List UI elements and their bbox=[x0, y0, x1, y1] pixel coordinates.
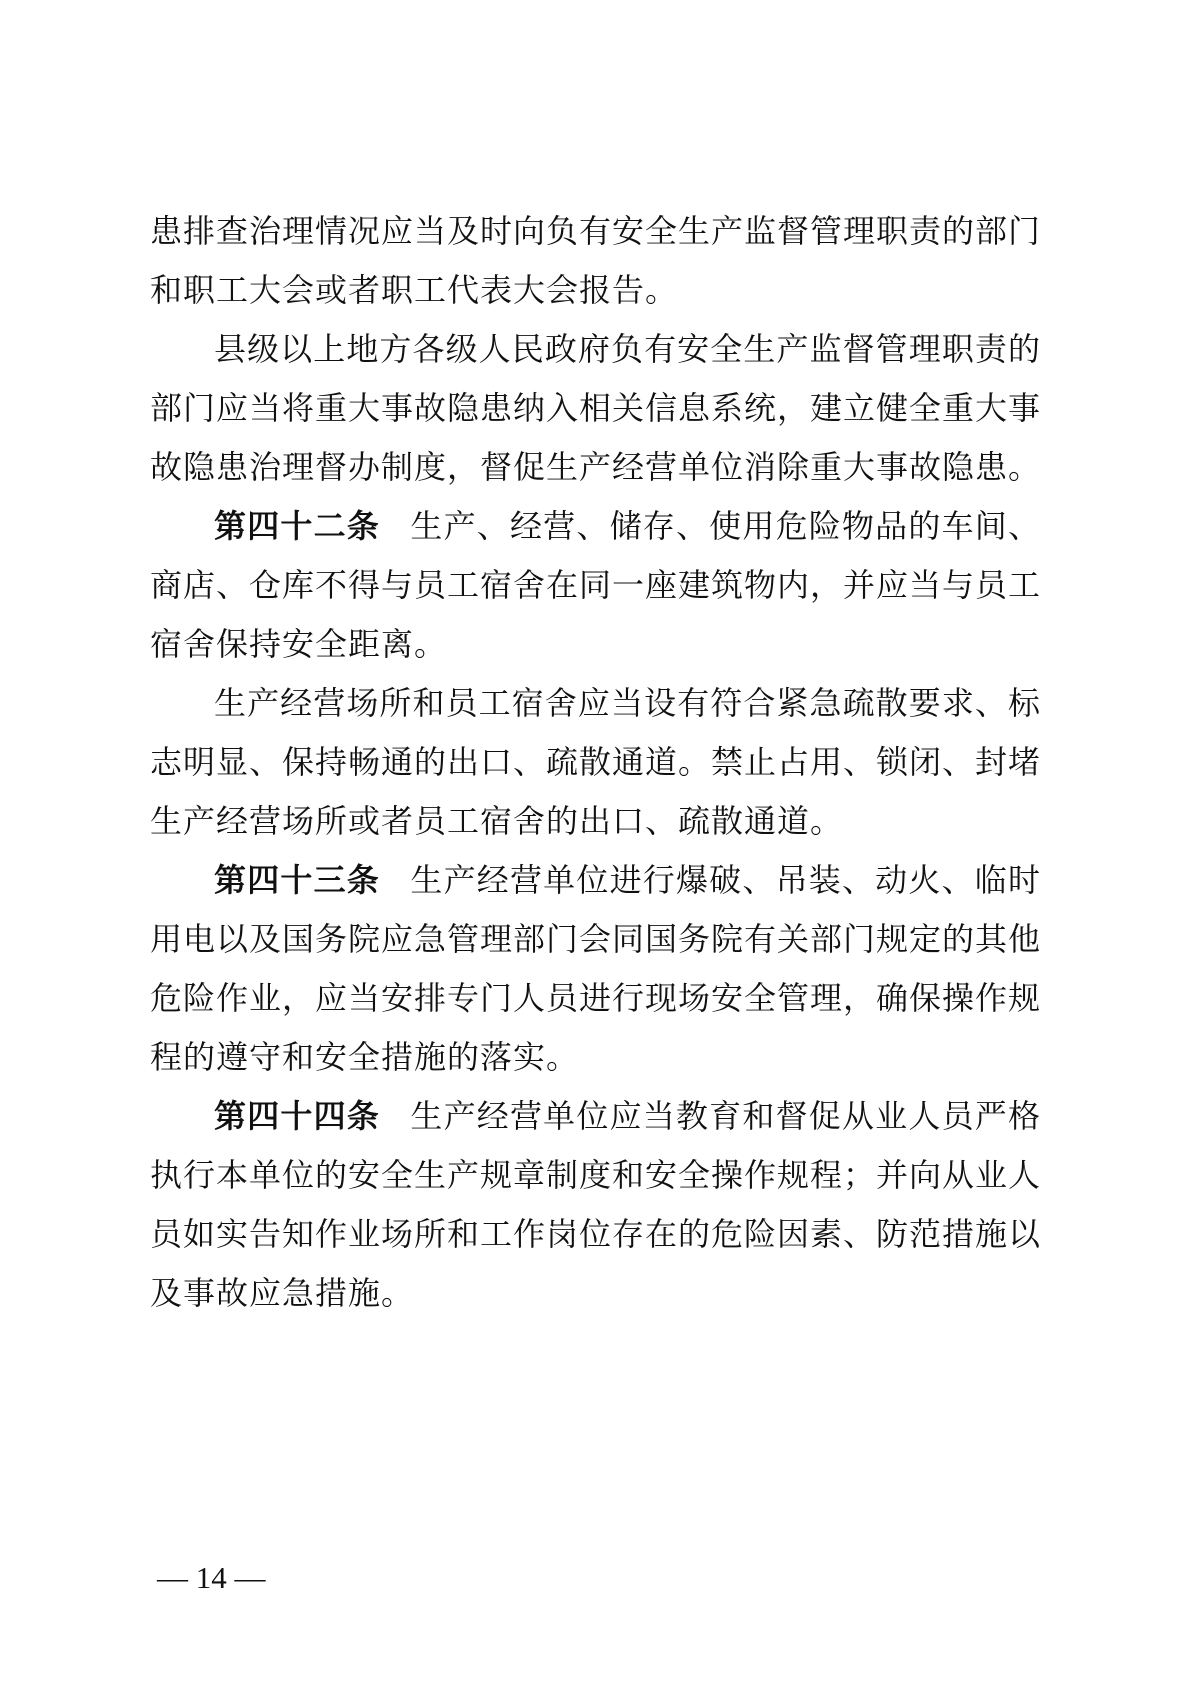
document-body bbox=[150, 202, 1041, 1323]
paragraph-text: 生产、经营、储存、使用危险物品的车间、商店、仓库不得与员工宿舍在同一座建筑物内，并应当与员工宿舍保持安全距离。 bbox=[150, 508, 1042, 662]
paragraph-text: 县级以上地方各级人民政府负有安全生产监督管理职责的部门应当将重大事故隐患纳入相关信息系统，建立健全重大事故隐患治理督办制度，督促生产经营单位消除重大事故隐患。 bbox=[150, 331, 1042, 485]
article-number: 第四十三条 bbox=[214, 862, 380, 898]
paragraph-article-44 bbox=[150, 1087, 1041, 1323]
paragraph-article-42 bbox=[150, 497, 1041, 674]
article-number: 第四十四条 bbox=[214, 1098, 380, 1134]
page-number: — 14 — bbox=[157, 1560, 266, 1595]
paragraph-article-43 bbox=[150, 851, 1041, 1087]
paragraph-text: 生产经营单位应当教育和督促从业人员严格执行本单位的安全生产规章制度和安全操作规程；并向从业人员如实告知作业场所和工作岗位存在的危险因素、防范措施以及事故应急措施。 bbox=[150, 1098, 1042, 1311]
paragraph-text: 患排查治理情况应当及时向负有安全生产监督管理职责的部门和职工大会或者职工代表大会报告。 bbox=[150, 213, 1042, 308]
paragraph bbox=[150, 202, 1041, 320]
paragraph bbox=[150, 674, 1041, 851]
paragraph-text: 生产经营单位进行爆破、吊装、动火、临时用电以及国务院应急管理部门会同国务院有关部门规定的其他危险作业，应当安排专门人员进行现场安全管理，确保操作规程的遵守和安全措施的落实。 bbox=[150, 862, 1042, 1075]
paragraph-text: 生产经营场所和员工宿舍应当设有符合紧急疏散要求、标志明显、保持畅通的出口、疏散通道。禁止占用、锁闭、封堵生产经营场所或者员工宿舍的出口、疏散通道。 bbox=[150, 685, 1042, 839]
article-number: 第四十二条 bbox=[214, 508, 380, 544]
paragraph bbox=[150, 320, 1041, 497]
